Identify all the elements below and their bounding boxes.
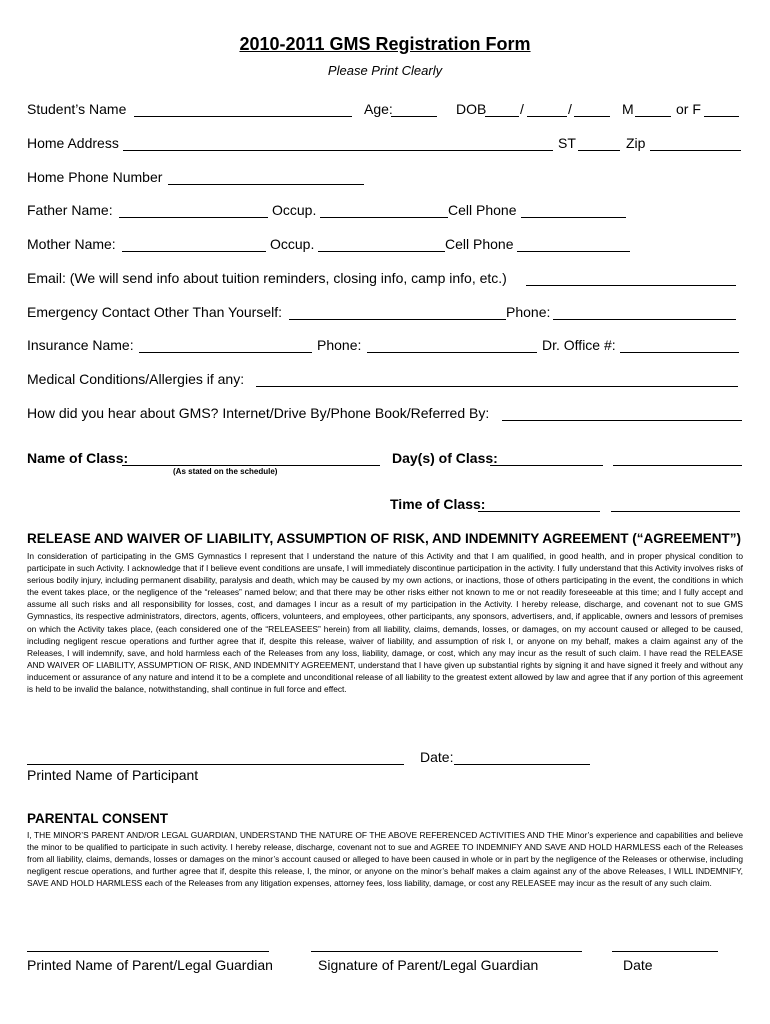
email-label: Email: (We will send info about tuition reminders, closing info, camp info, etc.) [27,270,507,286]
medical-conditions-label: Medical Conditions/Allergies if any: [27,371,245,387]
father-name-label: Father Name: [27,202,113,218]
class-days-label: Day(s) of Class: [392,450,498,466]
student-name-label: Student’s Name [27,101,127,117]
home-address-label: Home Address [27,135,119,151]
mother-name-label: Mother Name: [27,236,116,252]
class-time-label: Time of Class: [390,496,486,512]
consent-date-label: Date [623,957,653,973]
dr-office-label: Dr. Office #: [542,337,616,353]
participant-name-label: Printed Name of Participant [27,767,199,783]
emergency-contact-field[interactable] [289,319,506,320]
class-name-label: Name of Class: [27,450,129,466]
insurance-name-label: Insurance Name: [27,337,134,353]
female-label: or F [676,101,701,117]
dob-month-field[interactable] [485,116,519,117]
emergency-contact-label: Emergency Contact Other Than Yourself: [27,304,282,320]
zip-field[interactable] [650,150,741,151]
dob-year-field[interactable] [574,116,610,117]
dob-day-field[interactable] [527,116,567,117]
student-name-field[interactable] [134,116,352,117]
home-phone-field[interactable] [168,184,364,185]
father-cell-label: Cell Phone [448,202,517,218]
insurance-name-field[interactable] [139,352,312,353]
release-date-label: Date: [420,749,454,765]
emergency-phone-field[interactable] [553,319,736,320]
female-field[interactable] [704,116,739,117]
emergency-phone-label: Phone: [506,304,551,320]
age-field[interactable] [391,116,437,117]
parent-signature-label: Signature of Parent/Legal Guardian [318,957,539,973]
class-days-field[interactable] [490,465,603,466]
mother-cell-label: Cell Phone [445,236,514,252]
state-label: ST [558,135,576,151]
form-subtitle: Please Print Clearly [327,63,443,78]
dob-separator: / [568,101,572,117]
dr-office-field[interactable] [620,352,739,353]
class-time-field[interactable] [478,511,600,512]
referral-field[interactable] [502,420,742,421]
mother-cell-field[interactable] [517,251,630,252]
class-name-field[interactable] [122,465,380,466]
male-label: M [622,101,634,117]
referral-label: How did you hear about GMS? Internet/Drive By/Phone Book/Referred By: [27,405,490,421]
parent-signature-field[interactable] [311,951,582,952]
form-title: 2010-2011 GMS Registration Form [239,34,531,54]
mother-name-field[interactable] [122,251,266,252]
release-heading: RELEASE AND WAIVER OF LIABILITY, ASSUMPTION OF RISK, AND INDEMNITY AGREEMENT (“AGREEMENT”) [27,531,742,546]
father-name-field[interactable] [119,217,268,218]
father-cell-field[interactable] [521,217,626,218]
mother-occupation-label: Occup. [270,236,315,252]
consent-text: I, THE MINOR’S PARENT AND/OR LEGAL GUARDIAN, UNDERSTAND THE NATURE OF THE ABOVE REFERENCED ACTIVITIES AND THE Minor’s experience and capabilities and believe the minor to be qualified to participate in such activity. I hereby release, discharge, covenant not to sue and AGREE TO INDEMNIFY AND SAVE AND HOLD HARMLESS each of the Releases from all liability, claims, demands, losses or damages on the minor’s account caused or alleged to have been caused in whole or in part by the negligence of the Releases or otherwise, including negligent rescue operations, and further agree that if, despite this release, I, the minor, or anyone on the minor’s behalf makes a claim against any of the above Releases, I WILL INDEMNIFY, SAVE AND HOLD HARMLESS each of the Releases from any litigation expenses, attorney fees, loss liability, damage, or cost any RELEASEE may incur as the result of any such claim. [27,830,743,889]
dob-separator: / [520,101,524,117]
dob-label: DOB [456,101,487,117]
father-occupation-field[interactable] [320,217,448,218]
insurance-phone-field[interactable] [367,352,537,353]
parent-name-label: Printed Name of Parent/Legal Guardian [27,957,273,973]
release-text: In consideration of participating in the GMS Gymnastics I represent that I understand the nature of this Activity and that I am qualified, in good health, and in proper physical condition to participate in such Activity. I acknowledge that if I believe event conditions are unsafe, I will immediately discontinue participation in the activity. I fully understand that this Activity involves risks of serious bodily injury, including permanent disability, paralysis and death, which may be caused by my own actions, or inactions, those of others participating in the event, the conditions in which the event takes place, or the negligence of the “releases” named below; and that there may be other risks either not known to me or not readily foreseeable at this time; and I fully accept and assume all such risks and all responsibility for losses, cost, and damages I incur as a result of my participation in the Activity. I hereby release, discharge, and covenant not to sue GMS Gymnastics, its respective administrators, directors, agents, officers, volunteers, and employees, other participants, any sponsors, advertisers, and, if applicable, owners and lessors of premises on which the Activity takes place, (each considered one of the “RELEASEES” herein) from all liability, claims, demands, losses, or damages, on my account caused or alleged to be caused, including negligent rescue operations and further agree that if, despite this release, waiver of liability, and assumption of risk I, or anyone on my behalf, makes a claim against any of the Releases, I will indemnify, save, and hold harmless each of the Releases from any loss, liability, damage, or cost, which any may incur as the result of such claim. I have read the RELEASE AND WAIVER OF LIABILITY, ASSUMPTION OF RISK, AND INDEMNITY AGREEMENT, understand that I have given up substantial rights by signing it and have signed it freely and without any inducement or assurance of any nature and intend it to be a complete and unconditional release of all liability to the greatest extent allowed by law and agree that if any portion of this agreement is held to be invalid the balance, notwithstanding, shall continue in full force and effect. [27,551,743,695]
class-time-field-2[interactable] [611,511,740,512]
mother-occupation-field[interactable] [318,251,445,252]
consent-date-field[interactable] [612,951,718,952]
zip-label: Zip [626,135,646,151]
home-address-field[interactable] [123,150,553,151]
email-field[interactable] [526,285,736,286]
participant-name-field[interactable] [27,764,404,765]
insurance-phone-label: Phone: [317,337,362,353]
consent-heading: PARENTAL CONSENT [27,811,169,826]
class-days-field-2[interactable] [613,465,742,466]
male-field[interactable] [635,116,671,117]
state-field[interactable] [578,150,620,151]
medical-conditions-field[interactable] [256,386,738,387]
home-phone-label: Home Phone Number [27,169,163,185]
class-name-note: (As stated on the schedule) [173,467,278,476]
parent-name-field[interactable] [27,951,269,952]
release-date-field[interactable] [454,764,590,765]
age-label: Age: [364,101,393,117]
father-occupation-label: Occup. [272,202,317,218]
